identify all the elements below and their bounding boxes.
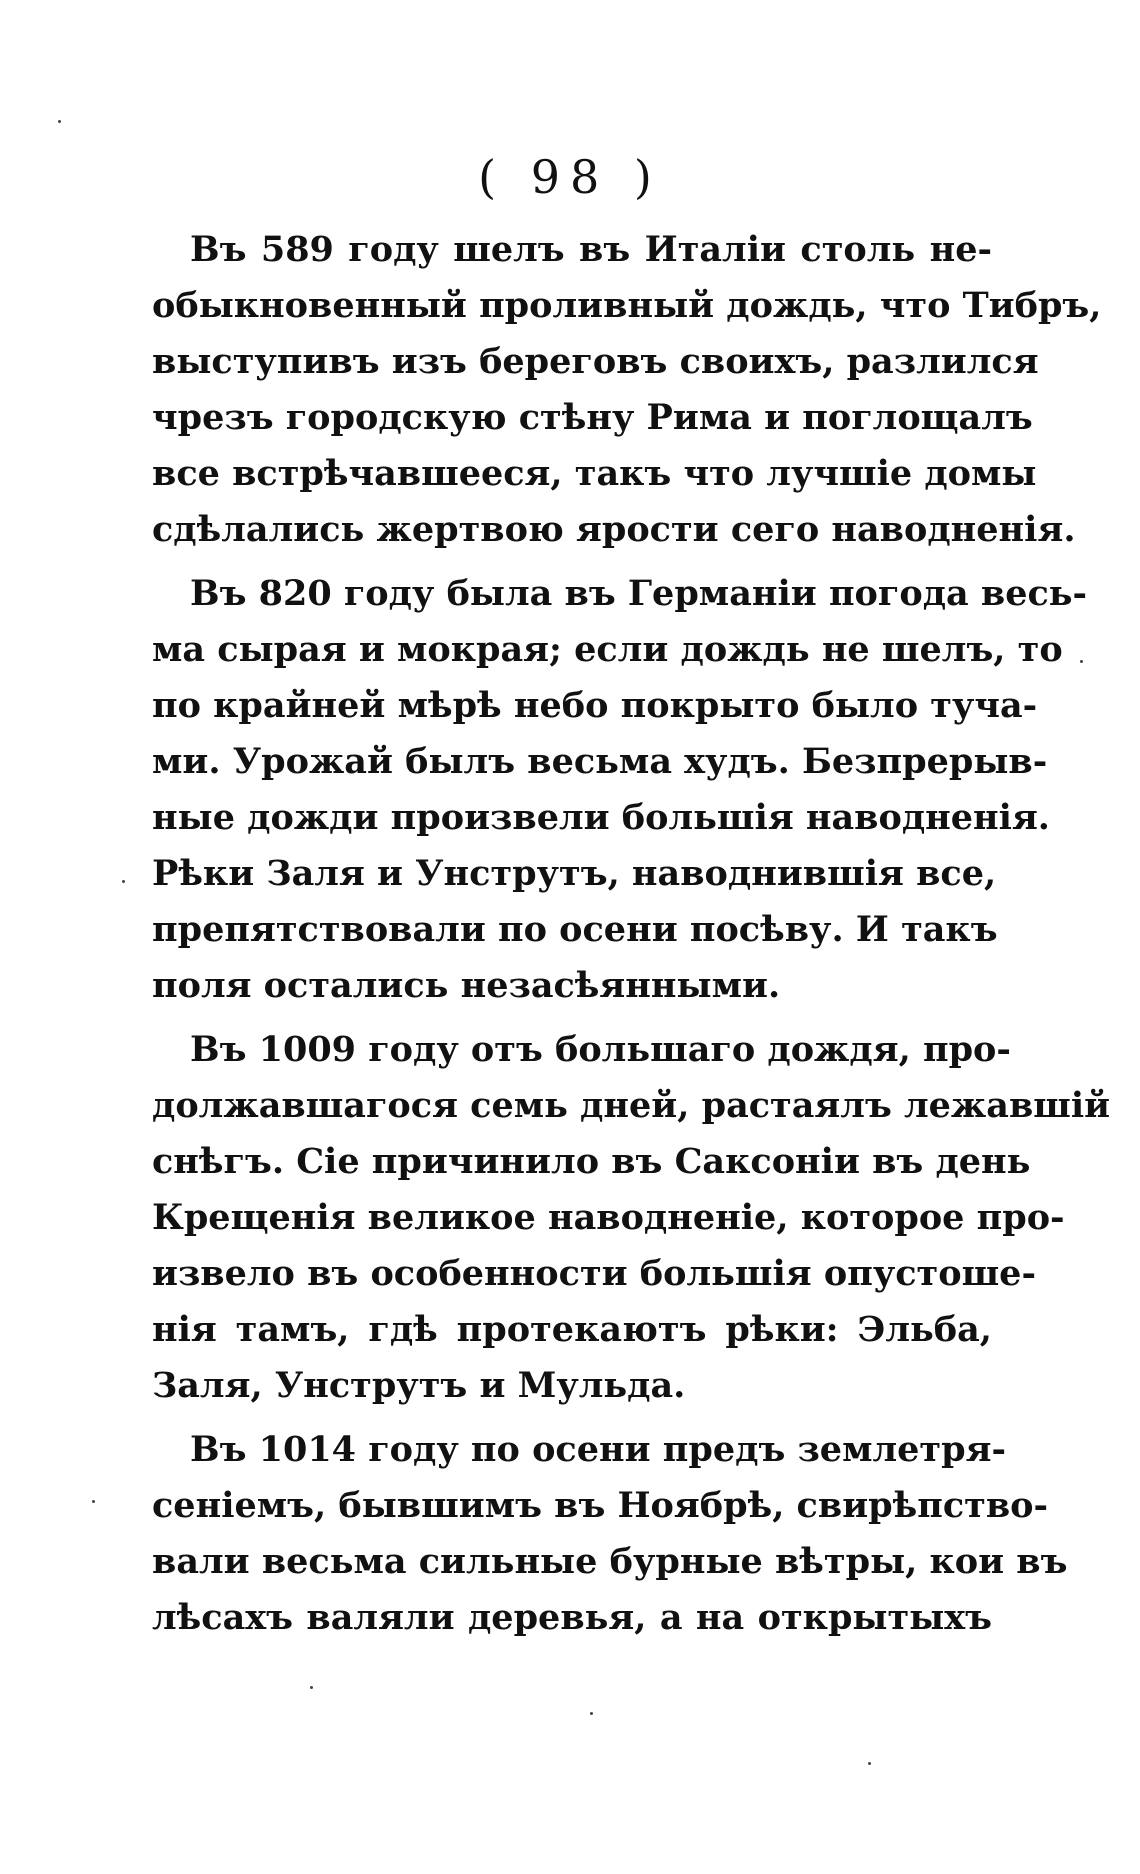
paragraph-820	[152, 566, 1088, 1014]
scan-speck	[590, 1712, 593, 1715]
text-line: Заля, Унструтъ и Мульда.	[152, 1365, 686, 1406]
body-text	[152, 222, 1111, 1646]
paragraph-1009	[152, 1022, 1111, 1414]
text-line: Въ 820 году была въ Германіи погода весь-	[190, 573, 1088, 614]
text-line: препятствовали по осени посѣву. И такъ	[152, 909, 998, 950]
text-line: Въ 1014 году по осени предъ землетря-	[190, 1429, 1006, 1470]
text-line: поля остались незасѣянными.	[152, 965, 781, 1006]
text-line: ми. Урожай былъ весьма худъ. Безпрерыв-	[152, 741, 1048, 782]
text-line: снѣгъ. Сіе причинило въ Саксоніи въ день	[152, 1141, 1031, 1182]
text-line: все встрѣчавшееся, такъ что лучшіе домы	[152, 453, 1037, 494]
text-line: выступивъ изъ береговъ своихъ, разлился	[152, 341, 1039, 382]
text-line: сдѣлались жертвою ярости сего наводненія.	[152, 509, 1076, 550]
paragraph-1014	[152, 1422, 1068, 1646]
text-line: чрезъ городскую стѣну Рима и поглощалъ	[152, 397, 1033, 438]
text-line: лѣсахъ валяли деревья, а на открытыхъ	[152, 1597, 992, 1638]
paragraph-589	[152, 222, 1102, 558]
scan-speck	[92, 1500, 95, 1503]
text-line: нія тамъ, гдѣ протекаютъ рѣки: Эльба,	[152, 1309, 992, 1350]
scan-speck	[868, 1762, 871, 1765]
text-line: должавшагося семь дней, растаялъ лежавшій	[152, 1085, 1111, 1126]
scan-speck	[122, 880, 125, 883]
text-line: Рѣки Заля и Унструтъ, наводнившія все,	[152, 853, 997, 894]
scan-speck	[58, 120, 61, 123]
text-line: Въ 589 году шелъ въ Италіи столь не-	[190, 229, 992, 270]
text-line: Крещенія великое наводненіе, которое про-	[152, 1197, 1065, 1238]
text-line: извело въ особенности большія опустоше-	[152, 1253, 1036, 1294]
text-line: сеніемъ, бывшимъ въ Ноябрѣ, свирѣпство-	[152, 1485, 1049, 1526]
text-line: обыкновенный проливный дождь, что Тибръ,	[152, 285, 1102, 326]
scan-speck	[1080, 660, 1083, 663]
text-line: Въ 1009 году отъ большаго дождя, про-	[190, 1029, 1011, 1070]
text-line: вали весьма сильные бурные вѣтры, кои въ	[152, 1541, 1068, 1582]
scan-speck	[310, 1686, 313, 1689]
page-number: ( 98 )	[478, 150, 662, 204]
text-line: по крайней мѣрѣ небо покрыто было туча-	[152, 685, 1038, 726]
text-line: ные дожди произвели большія наводненія.	[152, 797, 1050, 838]
text-line: ма сырая и мокрая; если дождь не шелъ, то	[152, 629, 1063, 670]
